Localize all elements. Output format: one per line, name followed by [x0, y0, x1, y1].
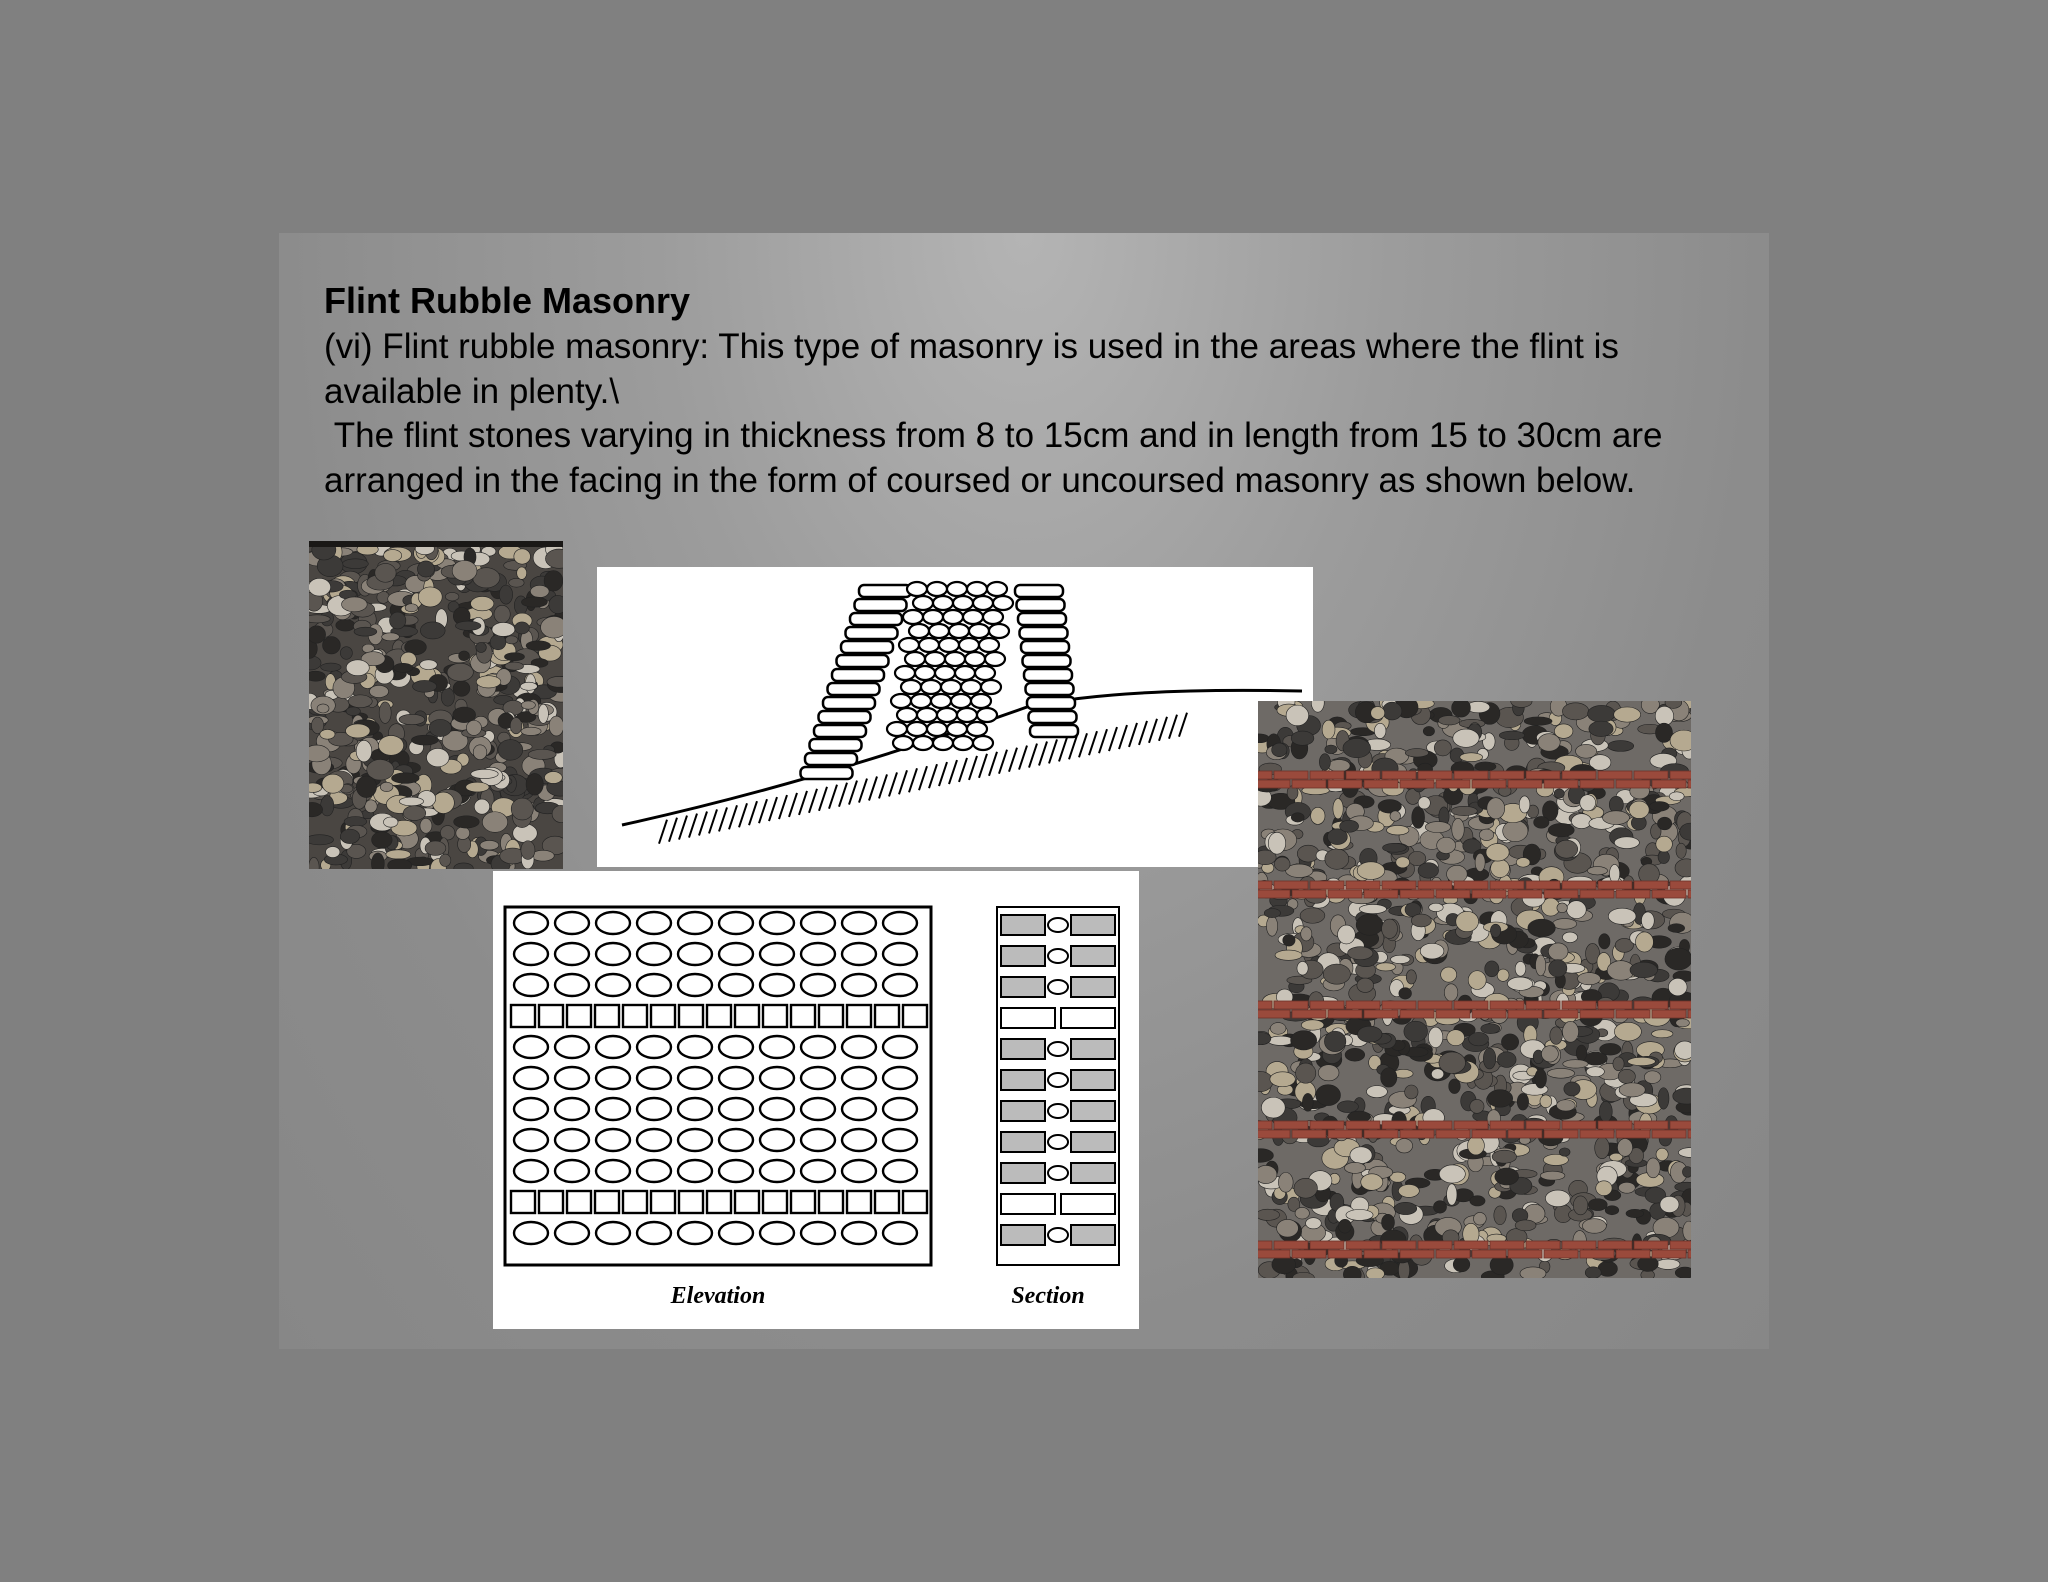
slide [279, 233, 1769, 1349]
slide-body [324, 325, 1724, 503]
slide-title: Flint Rubble Masonry [324, 280, 691, 321]
paragraph-intro: (vi) Flint rubble masonry: This type of masonry is used in the areas where the flint is available in plenty.\ [324, 327, 1619, 411]
elevation-drawing [505, 907, 931, 1265]
elevation-section-diagram [493, 871, 1139, 1329]
flint-brick-wall-photo [1258, 701, 1691, 1278]
flint-texture-photo [309, 541, 563, 869]
elevation-section-panel [493, 871, 1139, 1329]
section-drawing [997, 907, 1119, 1265]
section-caption: Section [1011, 1283, 1085, 1309]
flint-texture-pattern [309, 547, 563, 869]
elevation-caption: Elevation [670, 1283, 766, 1309]
flint-brick-pattern [1258, 701, 1691, 1278]
wall-on-slope-diagram [597, 567, 1313, 867]
paragraph-dimensions: The flint stones varying in thickness from 8 to 15cm and in length from 15 to 30cm are arranged in the facing in the form of coursed or uncoursed masonry as shown below. [324, 416, 1673, 500]
wall-diagram-panel [597, 567, 1313, 867]
